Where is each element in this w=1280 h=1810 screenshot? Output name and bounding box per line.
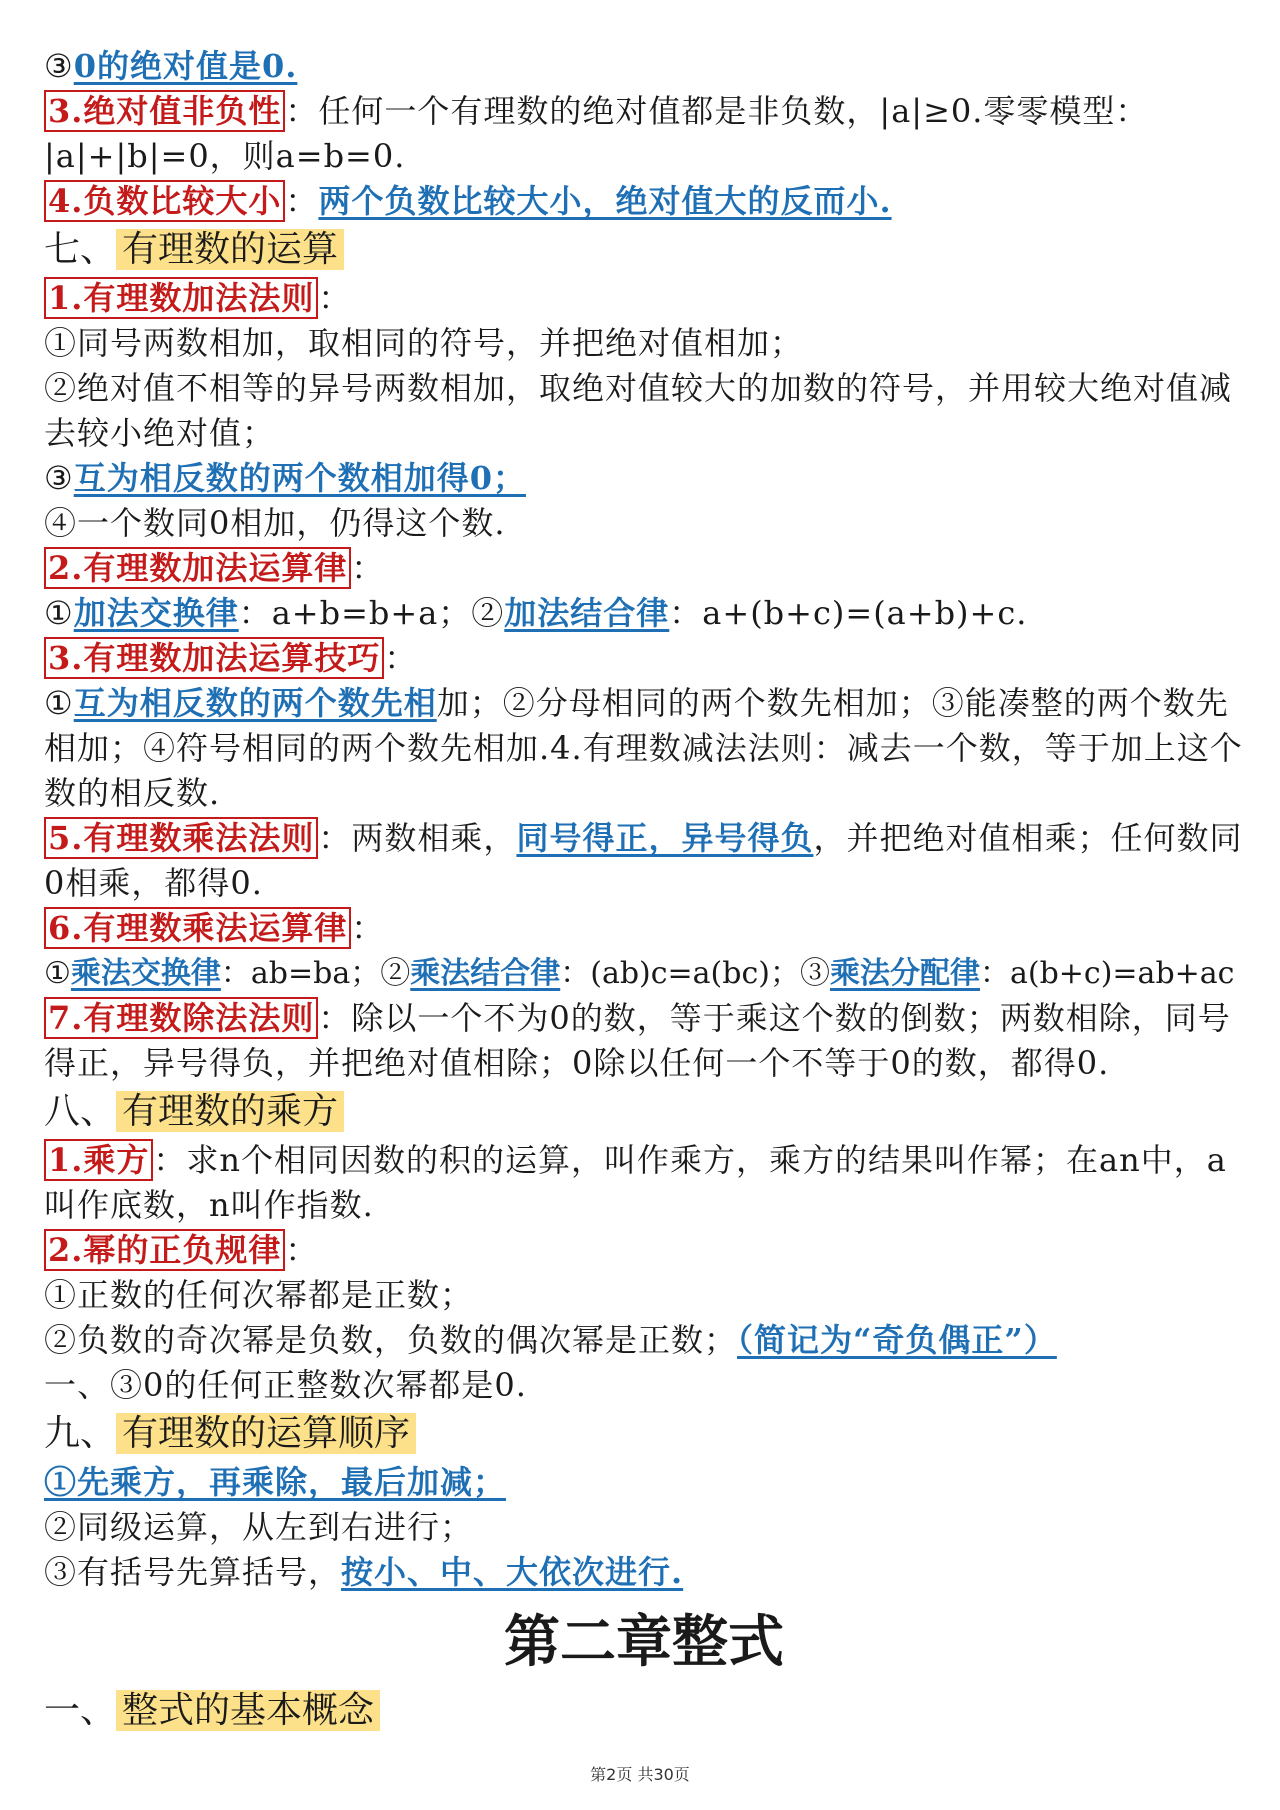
underlined-text: 按小、中、大依次进行. bbox=[341, 1553, 684, 1591]
section-title: 有理数的运算顺序 bbox=[116, 1413, 416, 1454]
text-line: 5.有理数乘法法则 ：两数相乘，同号得正，异号得负，并把绝对值相乘；任何数同0相乘，都得0. bbox=[44, 819, 1243, 902]
text-line: 3.绝对值非负性 ：任何一个有理数的绝对值都是非负数，|a|≥0.零零模型： bbox=[44, 89, 1244, 134]
section-heading-9: 九、 有理数的运算顺序 bbox=[44, 1410, 1244, 1458]
text-line: ①乘法交换律：ab=ba；②乘法结合律：(ab)c=a(bc)；③乘法分配律：a(b+c)=ab+ac bbox=[44, 956, 1235, 991]
underlined-text: 乘法交换律 bbox=[70, 956, 221, 991]
text-line: 一、③0的任何正整数次幂都是0. bbox=[44, 1366, 527, 1404]
section-heading-8: 八、 有理数的乘方 bbox=[44, 1088, 1244, 1136]
text-line: 4.负数比较大小 ：两个负数比较大小，绝对值大的反而小. bbox=[44, 179, 1244, 224]
section-title: 有理数的乘方 bbox=[116, 1091, 344, 1132]
underlined-text: 互为相反数的两个数相加得0； bbox=[73, 459, 526, 497]
rule-heading: 4.负数比较大小 bbox=[44, 180, 285, 222]
text-line: ②负数的奇次幂是负数，负数的偶次幂是正数；（简记为“奇负偶正”） bbox=[44, 1321, 1057, 1359]
underlined-text: 两个负数比较大小，绝对值大的反而小. bbox=[318, 182, 892, 220]
text-line: ①加法交换律：a+b=b+a；②加法结合律：a+(b+c)=(a+b)+c. bbox=[44, 594, 1028, 632]
text-line: ④一个数同0相加，仍得这个数. bbox=[44, 504, 506, 542]
text-line: ②同级运算，从左到右进行； bbox=[44, 1508, 474, 1546]
underlined-text: 加法结合律 bbox=[504, 594, 670, 632]
text-line: 3.有理数加法运算技巧 ： bbox=[44, 636, 1244, 681]
text-line: 1.有理数加法法则 ： bbox=[44, 276, 1244, 321]
section-title: 有理数的运算 bbox=[116, 229, 344, 270]
rule-heading: 7.有理数除法法则 bbox=[44, 997, 318, 1039]
underlined-text: 同号得正，异号得负 bbox=[516, 819, 814, 857]
underlined-text: （简记为“奇负偶正”） bbox=[737, 1321, 1057, 1359]
text-line: ①同号两数相加，取相同的符号，并把绝对值相加； bbox=[44, 324, 804, 362]
text-line: |a|+|b|=0，则a=b=0. bbox=[44, 137, 406, 175]
underlined-text: ①先乘方，再乘除，最后加减； bbox=[44, 1463, 507, 1501]
text-line: 2.有理数加法运算律 ： bbox=[44, 546, 1244, 591]
document-page bbox=[44, 44, 1244, 1737]
section-heading-7: 七、 有理数的运算 bbox=[44, 226, 1244, 274]
underlined-text: 0的绝对值是0. bbox=[73, 47, 298, 85]
text-line bbox=[44, 1460, 1244, 1505]
section-heading-1: 一、 整式的基本概念 bbox=[44, 1687, 1244, 1735]
text-line: ③互为相反数的两个数相加得0； bbox=[44, 459, 526, 497]
text-line: ①互为相反数的两个数先相加；②分母相同的两个数先相加；③能凑整的两个数先相加；④符号相同的两个数先相加.4.有理数减法法则：减去一个数，等于加上这个数的相反数. bbox=[44, 684, 1243, 812]
text-line: 7.有理数除法法则 ：除以一个不为0的数，等于乘这个数的倒数；两数相除，同号得正，异号得负，并把绝对值相除；0除以任何一个不等于0的数，都得0. bbox=[44, 999, 1231, 1082]
rule-heading: 3.有理数加法运算技巧 bbox=[44, 637, 384, 679]
rule-heading: 1.乘方 bbox=[44, 1139, 153, 1181]
page-footer: 第2页 共30页 bbox=[590, 1765, 690, 1784]
text-line: ③有括号先算括号，按小、中、大依次进行. bbox=[44, 1553, 684, 1591]
rule-heading: 5.有理数乘法法则 bbox=[44, 817, 318, 859]
rule-heading: 1.有理数加法法则 bbox=[44, 277, 318, 319]
underlined-text: 加法交换律 bbox=[73, 594, 239, 632]
section-title: 整式的基本概念 bbox=[116, 1690, 380, 1731]
chapter-title: 第二章整式 bbox=[504, 1610, 784, 1675]
rule-heading: 2.有理数加法运算律 bbox=[44, 547, 351, 589]
text-line: ①正数的任何次幂都是正数； bbox=[44, 1276, 474, 1314]
underlined-text: 互为相反数的两个数先相 bbox=[73, 684, 437, 722]
text-line: ②绝对值不相等的异号两数相加，取绝对值较大的加数的符号，并用较大绝对值减去较小绝对值； bbox=[44, 369, 1233, 452]
text-line: 2.幂的正负规律 ： bbox=[44, 1228, 1244, 1273]
underlined-text: 乘法分配律 bbox=[829, 956, 980, 991]
text-line: ③0的绝对值是0. bbox=[44, 47, 298, 85]
text-line: 1.乘方 ：求n个相同因数的积的运算，叫作乘方，乘方的结果叫作幂；在an中，a叫作底数，n叫作指数. bbox=[44, 1141, 1227, 1224]
rule-heading: 6.有理数乘法运算律 bbox=[44, 907, 351, 949]
underlined-text: 乘法结合律 bbox=[410, 956, 561, 991]
rule-heading: 2.幂的正负规律 bbox=[44, 1229, 285, 1271]
rule-heading: 3.绝对值非负性 bbox=[44, 90, 285, 132]
text-line: 6.有理数乘法运算律 ： bbox=[44, 906, 1244, 951]
